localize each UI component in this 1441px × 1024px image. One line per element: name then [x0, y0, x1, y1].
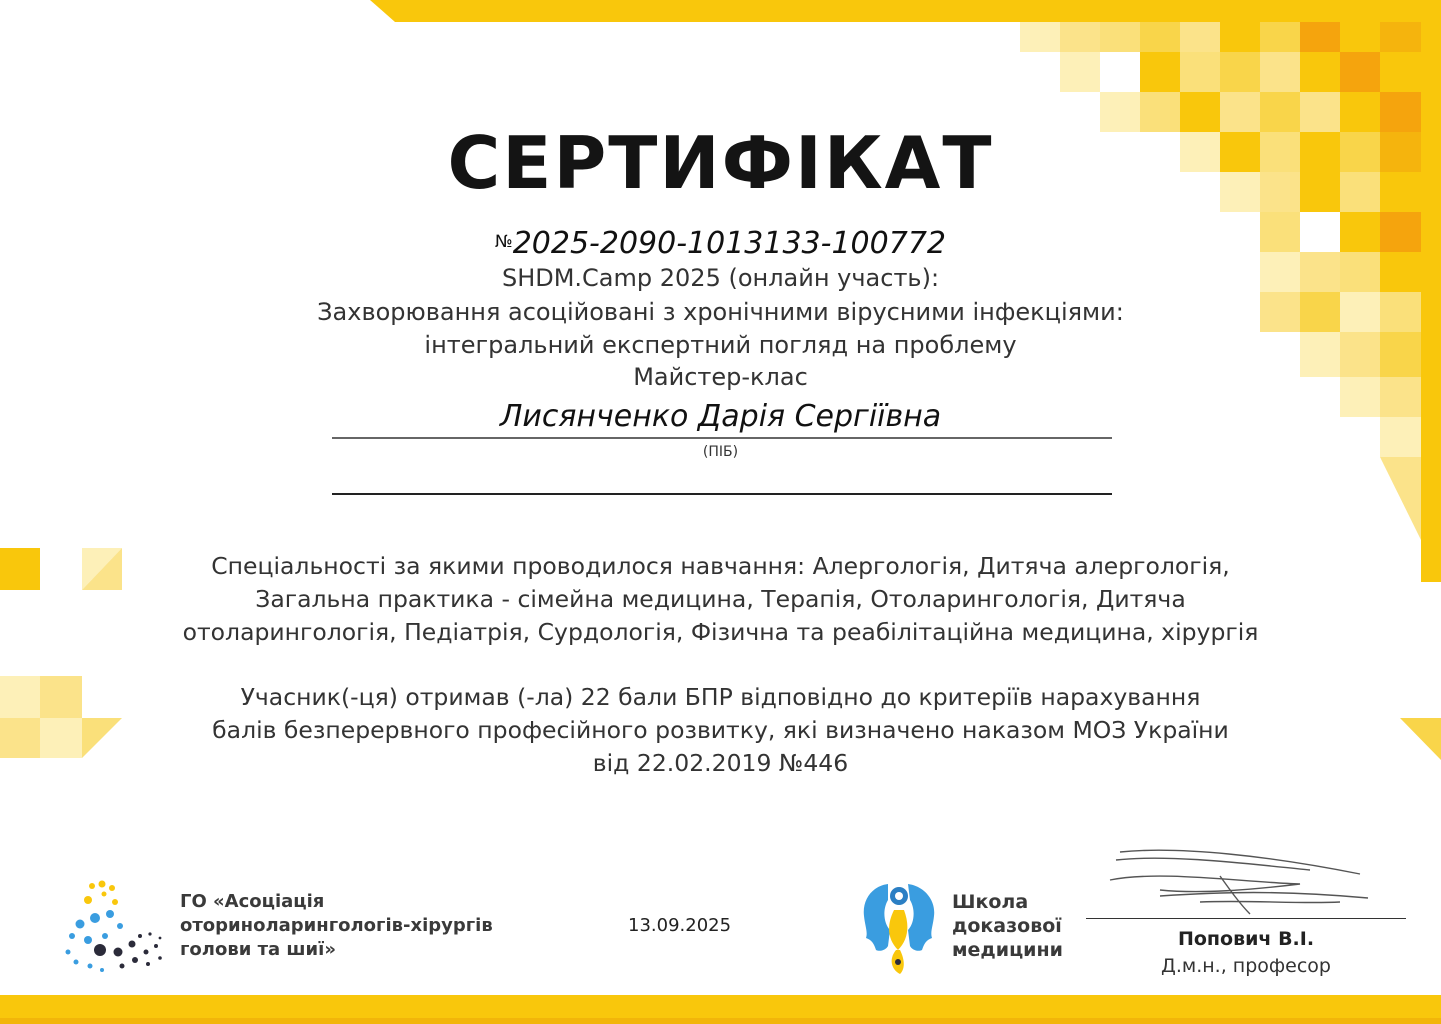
school-line-3: медицини — [952, 939, 1063, 961]
organization-line-3: голови та шиї» — [180, 939, 336, 960]
association-logo-icon — [60, 878, 172, 978]
points-line-1: Учасник(-ця) отримав (-ла) 22 бали БПР відповідно до критеріїв нарахування — [240, 683, 1201, 711]
signer-title: Д.м.н., професор — [1161, 955, 1331, 977]
name-underline — [332, 437, 1112, 439]
participant-name: Лисянченко Дарія Сергіївна — [499, 399, 942, 434]
organization-line-1: ГО «Асоціація — [180, 891, 325, 912]
certificate-number-value: 2025-2090-1013133-100772 — [512, 226, 946, 261]
specialties-line-2: Загальна практика - сімейна медицина, Терапія, Отоларингологія, Дитяча — [255, 585, 1186, 613]
organization-name — [180, 890, 493, 962]
signer-name: Попович В.І. — [1177, 928, 1315, 950]
school-line-2: доказової — [952, 915, 1062, 937]
school-name — [952, 890, 1063, 962]
course-type: Майстер-клас — [633, 363, 808, 391]
specialties-line-1: Спеціальності за якими проводилося навчання: Алергологія, Дитяча алергологія, — [211, 552, 1230, 580]
certificate-number — [0, 222, 1441, 264]
course-line-3: інтегральний експертний погляд на проблему — [424, 331, 1017, 359]
number-sign: № — [495, 232, 513, 252]
issue-date: 13.09.2025 — [628, 915, 732, 936]
points-line-3: від 22.02.2019 №446 — [592, 749, 849, 777]
course-line-1: SHDM.Camp 2025 (онлайн участь): — [501, 264, 940, 292]
points-line-2: балів безперервного професійного розвитку, які визначено наказом МОЗ України — [212, 716, 1229, 744]
certificate-title: СЕРТИФІКАТ — [447, 121, 994, 205]
school-line-1: Школа — [952, 891, 1029, 913]
divider-line — [332, 493, 1112, 495]
course-line-2: Захворювання асоційовані з хронічними вірусними інфекціями: — [317, 298, 1124, 326]
organization-line-2: оториноларингологів-хірургів — [180, 915, 493, 936]
name-caption: (ПІБ) — [702, 444, 739, 460]
signature-line — [1086, 918, 1406, 919]
school-logo-icon — [858, 880, 942, 976]
specialties-line-3: отоларингологія, Педіатрія, Сурдологія, Фізична та реабілітаційна медицина, хірургія — [182, 618, 1259, 646]
signature-image — [1100, 840, 1380, 920]
